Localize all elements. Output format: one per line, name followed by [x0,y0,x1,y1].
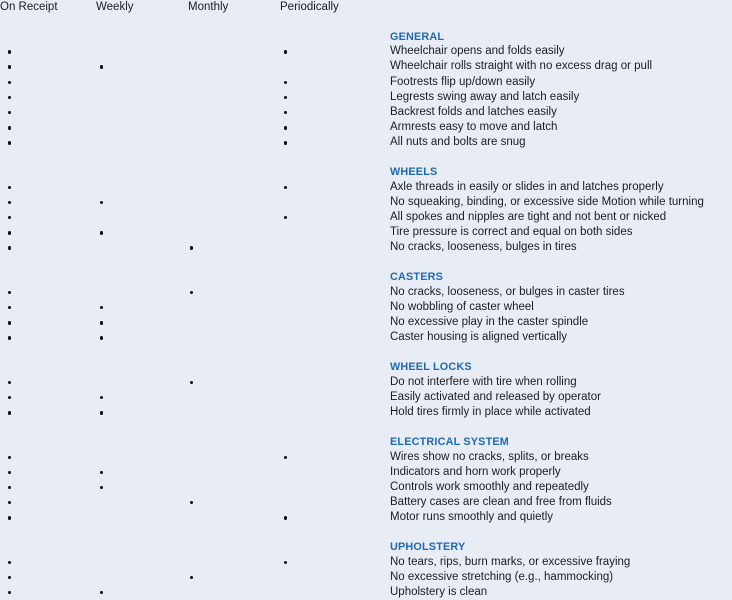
mark-cell-periodically [280,240,390,255]
bullet-marker-icon [8,216,11,219]
mark-cell-monthly [188,59,280,74]
bullet-marker-icon [8,576,11,579]
bullet-marker-icon [284,516,287,519]
mark-cell-periodically [280,570,390,585]
item-label: Hold tires firmly in place while activated [390,406,591,419]
mark-cell-weekly [96,240,188,255]
section-title: GENERAL [390,30,445,43]
checklist-row [0,300,732,315]
mark-cell-periodically [280,44,390,59]
mark-cell-on-receipt [0,210,96,225]
mark-cell-on-receipt [0,465,96,480]
mark-cell-weekly [96,105,188,120]
mark-cell-monthly [188,510,280,525]
bullet-marker-icon [284,141,287,144]
mark-cell-weekly [96,59,188,74]
bullet-marker-icon [8,396,11,399]
mark-cell-monthly [188,90,280,105]
mark-cell-on-receipt [0,59,96,74]
mark-cell-periodically [280,405,390,420]
mark-cell-periodically [280,315,390,330]
bullet-marker-icon [8,411,11,414]
checklist-row [0,120,732,135]
bullet-marker-icon [100,411,103,414]
mark-cell-weekly [96,44,188,59]
mark-cell-weekly [96,315,188,330]
section-title: CASTERS [390,271,443,284]
mark-cell-monthly [188,180,280,195]
mark-cell-periodically [280,450,390,465]
item-label: All nuts and bolts are snug [390,136,526,149]
checklist-row [0,90,732,105]
mark-cell-on-receipt [0,44,96,59]
mark-cell-monthly [188,315,280,330]
bullet-marker-icon [284,561,287,564]
bullet-marker-icon [190,291,193,294]
mark-cell-periodically [280,510,390,525]
mark-cell-on-receipt [0,450,96,465]
section-title-row [0,165,732,180]
mark-cell-monthly [188,405,280,420]
checklist-row [0,585,732,600]
section-title-row [0,270,732,285]
bullet-marker-icon [284,216,287,219]
item-label: Armrests easy to move and latch [390,121,558,134]
item-label: Motor runs smoothly and quietly [390,511,553,524]
checklist-row [0,225,732,240]
item-label: No cracks, looseness, bulges in tires [390,241,577,254]
item-label: Caster housing is aligned vertically [390,331,568,344]
mark-cell-on-receipt [0,105,96,120]
mark-cell-on-receipt [0,585,96,600]
section-casters [0,270,732,346]
bullet-marker-icon [8,246,11,249]
item-label: All spokes and nipples are tight and not bent or nicked [390,211,667,224]
checklist-row [0,44,732,59]
mark-cell-weekly [96,585,188,600]
mark-cell-weekly [96,135,188,150]
mark-cell-weekly [96,390,188,405]
bullet-marker-icon [8,336,11,339]
item-label: Legrests swing away and latch easily [390,90,580,103]
mark-cell-periodically [280,135,390,150]
mark-cell-monthly [188,44,280,59]
mark-cell-weekly [96,225,188,240]
mark-cell-on-receipt [0,120,96,135]
bullet-marker-icon [8,50,11,53]
mark-cell-monthly [188,450,280,465]
mark-cell-on-receipt [0,390,96,405]
mark-cell-on-receipt [0,495,96,510]
mark-cell-monthly [188,375,280,390]
mark-cell-on-receipt [0,315,96,330]
section-electrical-system [0,434,732,525]
bullet-marker-icon [284,81,287,84]
item-label: Tire pressure is correct and equal on both sides [390,226,633,239]
mark-cell-weekly [96,195,188,210]
section-title-row [0,29,732,44]
mark-cell-weekly [96,120,188,135]
item-label: No excessive stretching (e.g., hammocking) [390,570,614,583]
checklist-row [0,315,732,330]
bullet-marker-icon [8,126,11,129]
mark-cell-on-receipt [0,375,96,390]
item-label: Footrests flip up/down easily [390,75,536,88]
mark-cell-monthly [188,195,280,210]
item-label: Controls work smoothly and repeatedly [390,480,589,493]
item-label: No excessive play in the caster spindle [390,316,589,329]
column-header-on-receipt: On Receipt [0,1,58,13]
bullet-marker-icon [100,306,103,309]
checklist-row [0,450,732,465]
bullet-marker-icon [8,231,11,234]
mark-cell-periodically [280,480,390,495]
mark-cell-weekly [96,450,188,465]
mark-cell-on-receipt [0,555,96,570]
mark-cell-weekly [96,570,188,585]
mark-cell-on-receipt [0,300,96,315]
bullet-marker-icon [284,96,287,99]
bullet-marker-icon [8,81,11,84]
bullet-marker-icon [8,306,11,309]
mark-cell-periodically [280,180,390,195]
mark-cell-monthly [188,495,280,510]
bullet-marker-icon [100,321,103,324]
bullet-marker-icon [8,501,11,504]
bullet-marker-icon [8,111,11,114]
section-wheel-locks [0,360,732,421]
checklist-row [0,240,732,255]
bullet-marker-icon [8,516,11,519]
mark-cell-monthly [188,390,280,405]
checklist-row [0,480,732,495]
bullet-marker-icon [284,111,287,114]
checklist-row [0,210,732,225]
mark-cell-on-receipt [0,570,96,585]
mark-cell-periodically [280,555,390,570]
mark-cell-monthly [188,135,280,150]
bullet-marker-icon [8,65,11,68]
checklist-row [0,135,732,150]
mark-cell-weekly [96,300,188,315]
mark-cell-monthly [188,585,280,600]
bullet-marker-icon [284,456,287,459]
mark-cell-monthly [188,225,280,240]
bullet-marker-icon [100,201,103,204]
bullet-marker-icon [190,246,193,249]
column-header-weekly: Weekly [96,1,134,13]
mark-cell-weekly [96,495,188,510]
bullet-marker-icon [8,456,11,459]
mark-cell-on-receipt [0,330,96,345]
item-label: Battery cases are clean and free from fluids [390,496,612,509]
bullet-marker-icon [8,561,11,564]
mark-cell-weekly [96,180,188,195]
mark-cell-weekly [96,510,188,525]
bullet-marker-icon [100,486,103,489]
mark-cell-monthly [188,75,280,90]
checklist-row [0,555,732,570]
mark-cell-monthly [188,300,280,315]
mark-cell-on-receipt [0,135,96,150]
mark-cell-periodically [280,330,390,345]
item-label: Backrest folds and latches easily [390,105,557,118]
item-label: No wobbling of caster wheel [390,301,534,313]
mark-cell-monthly [188,285,280,300]
mark-cell-weekly [96,480,188,495]
bullet-marker-icon [8,141,11,144]
mark-cell-periodically [280,90,390,105]
mark-cell-periodically [280,120,390,135]
mark-cell-monthly [188,330,280,345]
bullet-marker-icon [8,186,11,189]
mark-cell-on-receipt [0,240,96,255]
bullet-marker-icon [100,231,103,234]
item-label: Wheelchair rolls straight with no excess drag or pull [390,60,653,73]
section-title-row [0,434,732,449]
checklist-row [0,375,732,390]
bullet-marker-icon [100,65,103,68]
bullet-marker-icon [8,291,11,294]
mark-cell-monthly [188,240,280,255]
bullet-marker-icon [100,396,103,399]
bullet-marker-icon [284,186,287,189]
mark-cell-on-receipt [0,90,96,105]
item-label: Easily activated and released by operator [390,390,601,403]
checklist-row [0,330,732,345]
mark-cell-periodically [280,225,390,240]
section-title-row [0,539,732,554]
section-title: WHEELS [390,166,438,179]
bullet-marker-icon [284,50,287,53]
mark-cell-weekly [96,75,188,90]
checklist-row [0,390,732,405]
mark-cell-on-receipt [0,510,96,525]
checklist-row [0,510,732,525]
checklist-row [0,180,732,195]
mark-cell-on-receipt [0,480,96,495]
mark-cell-monthly [188,120,280,135]
checklist-row [0,570,732,585]
section-wheels [0,165,732,256]
mark-cell-periodically [280,105,390,120]
section-title: WHEEL LOCKS [390,361,472,374]
bullet-marker-icon [190,576,193,579]
mark-cell-periodically [280,75,390,90]
mark-cell-on-receipt [0,75,96,90]
mark-cell-periodically [280,59,390,74]
mark-cell-weekly [96,285,188,300]
mark-cell-on-receipt [0,180,96,195]
mark-cell-weekly [96,465,188,480]
bullet-marker-icon [8,201,11,204]
mark-cell-periodically [280,285,390,300]
mark-cell-on-receipt [0,195,96,210]
checklist-row [0,195,732,210]
bullet-marker-icon [8,471,11,474]
mark-cell-weekly [96,330,188,345]
section-general [0,29,732,151]
mark-cell-periodically [280,210,390,225]
mark-cell-periodically [280,300,390,315]
bullet-marker-icon [8,321,11,324]
mark-cell-weekly [96,555,188,570]
item-label: Indicators and horn work properly [390,465,561,478]
section-title-row [0,360,732,375]
checklist-row [0,105,732,120]
mark-cell-monthly [188,480,280,495]
bullet-marker-icon [190,381,193,384]
item-label: Wires show no cracks, splits, or breaks [390,450,589,463]
mark-cell-periodically [280,390,390,405]
column-header-monthly: Monthly [188,1,229,13]
item-label: No tears, rips, burn marks, or excessive fraying [390,555,631,568]
item-label: Upholstery is clean [390,586,488,598]
mark-cell-periodically [280,195,390,210]
bullet-marker-icon [8,96,11,99]
bullet-marker-icon [100,471,103,474]
checklist-row [0,75,732,90]
column-header-periodically: Periodically [280,1,339,13]
section-title: ELECTRICAL SYSTEM [390,435,509,448]
bullet-marker-icon [8,381,11,384]
mark-cell-monthly [188,105,280,120]
mark-cell-periodically [280,495,390,510]
mark-cell-on-receipt [0,225,96,240]
item-label: No squeaking, binding, or excessive side Motion while turning [390,195,704,208]
mark-cell-monthly [188,555,280,570]
mark-cell-periodically [280,585,390,600]
column-header-row [0,1,732,15]
mark-cell-periodically [280,375,390,390]
section-title: UPHOLSTERY [390,541,466,554]
checklist-row [0,285,732,300]
mark-cell-on-receipt [0,285,96,300]
checklist-row [0,59,732,74]
item-label: Do not interfere with tire when rolling [390,375,577,388]
mark-cell-monthly [188,570,280,585]
bullet-marker-icon [100,336,103,339]
checklist-row [0,495,732,510]
bullet-marker-icon [190,501,193,504]
mark-cell-monthly [188,465,280,480]
checklist-row [0,405,732,420]
section-upholstery [0,539,732,600]
item-label: Axle threads in easily or slides in and latches properly [390,180,664,193]
bullet-marker-icon [284,126,287,129]
mark-cell-monthly [188,210,280,225]
item-label: Wheelchair opens and folds easily [390,45,565,58]
item-label: No cracks, looseness, or bulges in caster tires [390,285,625,298]
mark-cell-periodically [280,465,390,480]
mark-cell-weekly [96,210,188,225]
mark-cell-weekly [96,375,188,390]
mark-cell-on-receipt [0,405,96,420]
checklist-row [0,465,732,480]
mark-cell-weekly [96,90,188,105]
bullet-marker-icon [8,486,11,489]
mark-cell-weekly [96,405,188,420]
